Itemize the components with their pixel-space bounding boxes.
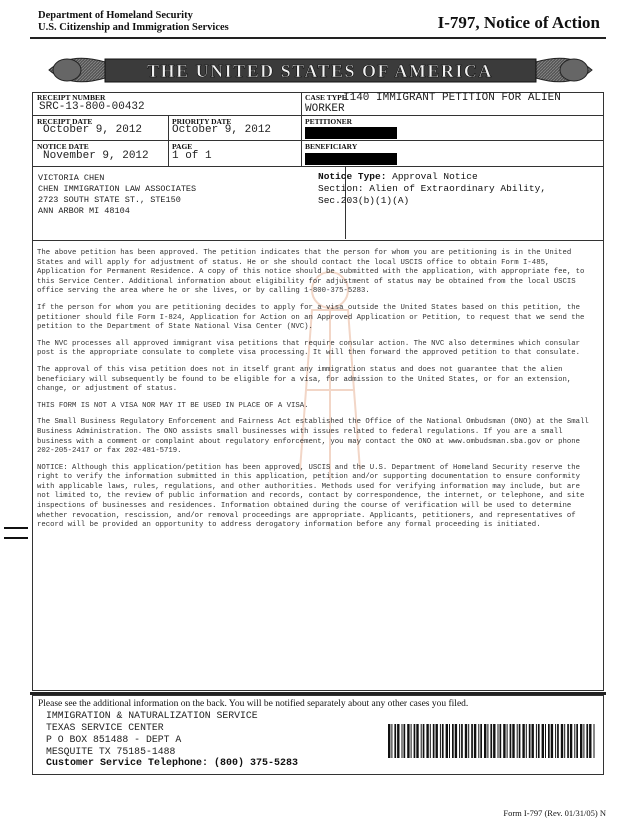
receipt-date-label: RECEIPT DATE <box>37 117 93 126</box>
barcode-bar <box>394 724 396 758</box>
barcode-bar <box>446 724 448 758</box>
body-paragraph: The approval of this visa petition does not in itself grant any immigration status and does not guarantee that the alien beneficiary will subsequently be found to be eligible for a visa, for admission to the United States, or for an extension, change, or adjustment of status. <box>37 365 572 394</box>
case-type-label: CASE TYPE <box>305 93 347 102</box>
barcode-bar <box>580 724 582 758</box>
barcode-bar <box>397 724 399 758</box>
barcode-bar <box>436 724 438 758</box>
notice-type-label: Notice Type: <box>318 171 387 182</box>
agency-name: Department of Homeland Security <box>38 10 193 21</box>
barcode-bar <box>474 724 476 758</box>
barcode-bar <box>452 724 454 758</box>
barcode-bar <box>500 724 502 758</box>
form-revision: Form I-797 (Rev. 01/31/05) N <box>503 808 606 818</box>
barcode-bar <box>542 724 544 758</box>
address-line: VICTORIA CHEN <box>38 173 105 183</box>
beneficiary-redaction <box>305 153 397 165</box>
barcode-bar <box>555 724 556 758</box>
barcode-bar <box>532 724 534 758</box>
barcode-bar <box>567 724 569 758</box>
barcode-bar <box>561 724 563 758</box>
barcode-bar <box>480 724 482 758</box>
mailing-address <box>46 710 258 758</box>
barcode-bar <box>519 724 521 758</box>
barcode-bar <box>421 724 422 758</box>
barcode-bar <box>503 724 505 758</box>
barcode-bar <box>536 724 537 758</box>
page-value: 1 of 1 <box>172 150 212 162</box>
customer-service-phone: Customer Service Telephone: (800) 375-5283 <box>46 758 299 769</box>
barcode-bar <box>388 724 390 758</box>
barcode-bar <box>433 724 435 758</box>
receipt-number-label: RECEIPT NUMBER <box>37 93 106 102</box>
barcode-bar <box>414 724 416 758</box>
barcode-bar <box>471 724 473 758</box>
body-paragraph: The Small Business Regulatory Enforcement and Fairness Act established the Office of the National Ombudsman (ONO) at the Small Business Administration. The ONO assists small businesses with issues related to federal regulations. If you are a small business with a comment or complaint about regulatory enforcement, you may contact the ONO at www.ombudsman.sba.gov or phone 202-205-2417 or fax 202-481-5719. <box>37 418 589 456</box>
receipt-date: October 9, 2012 <box>43 124 143 136</box>
banner-text: THE UNITED STATES OF AMERICA <box>147 61 493 81</box>
barcode-bar <box>510 724 512 758</box>
barcode-bar <box>416 724 418 758</box>
barcode-bar <box>426 724 428 758</box>
country-banner <box>45 52 596 89</box>
recipient-address <box>38 173 196 217</box>
barcode-bar <box>498 724 499 758</box>
barcode-bar <box>526 724 527 758</box>
form-title: I-797, Notice of Action <box>437 13 600 32</box>
barcode-bar <box>557 724 559 758</box>
barcode-bar <box>402 724 403 758</box>
priority-date: October 9, 2012 <box>172 124 272 136</box>
barcode-bar <box>411 724 412 758</box>
case-info-grid <box>32 92 604 167</box>
barcode-bar <box>461 724 463 758</box>
section-line2: Sec.203(b)(1)(A) <box>318 195 410 206</box>
barcode-bar <box>529 724 531 758</box>
barcode-bar <box>548 724 550 758</box>
barcode-bar <box>468 724 469 758</box>
barcode-bar <box>478 724 479 758</box>
barcode-bar <box>576 724 578 758</box>
notice-date-label: NOTICE DATE <box>37 142 89 151</box>
address-line: ANN ARBOR MI 48104 <box>38 206 130 216</box>
body-paragraph: If the person for whom you are petitioning decides to apply for a visa outside the United States based on this petition, the petitioner should file Form I-824, Application for Action on an Approved Application or Petition, to request that we send the petition to the Department of State National Visa Center (NVC). <box>37 303 585 332</box>
header-rule <box>30 37 606 39</box>
priority-date-label: PRIORITY DATE <box>172 117 232 126</box>
barcode-bar <box>538 724 540 758</box>
petitioner-label: PETITIONER <box>305 117 353 126</box>
barcode-bar <box>404 724 406 758</box>
barcode-bar <box>430 724 431 758</box>
agency-subname: U.S. Citizenship and Immigration Services <box>38 22 229 33</box>
notice-body <box>37 249 597 538</box>
case-type-line1: I140 IMMIGRANT PETITION FOR ALIEN <box>343 92 561 104</box>
petitioner-redaction <box>305 127 397 139</box>
body-paragraph: THIS FORM IS NOT A VISA NOR MAY IT BE USED IN PLACE OF A VISA. <box>37 401 309 410</box>
barcode <box>387 724 598 758</box>
barcode-bar <box>391 724 392 758</box>
barcode-bar <box>407 724 409 758</box>
margin-mark <box>4 537 28 539</box>
barcode-bar <box>490 724 492 758</box>
barcode-bar <box>522 724 524 758</box>
barcode-bar <box>545 724 546 758</box>
page-label: PAGE <box>172 142 193 151</box>
barcode-bar <box>493 724 495 758</box>
barcode-bar <box>484 724 486 758</box>
body-paragraph: NOTICE: Although this application/petition has been approved, USCIS and the U.S. Department of Homeland Security reserve the right to verify the information submitted in this application, petition and/or supporting documentation to ensure conformity with applicable laws, rules, regulations, and other authorities. Methods used for verifying information may include, but are not limited to, the review of public information and records, contact by correspondence, the internet, or telephone, and site inspections of businesses and residences. Information obtained during the course of verification will be used to determine whether revocation, rescission, and/or removal proceedings are appropriate. Applicants, petitioners, and representatives of record will be provided an opportunity to address derogatory information before any formal proceeding is initiated. <box>37 463 585 530</box>
barcode-bar <box>449 724 450 758</box>
address-line: CHEN IMMIGRATION LAW ASSOCIATES <box>38 184 197 194</box>
barcode-bar <box>440 724 441 758</box>
barcode-bar <box>442 724 444 758</box>
barcode-bar <box>455 724 457 758</box>
beneficiary-label: BENEFICIARY <box>305 142 358 151</box>
barcode-bar <box>586 724 588 758</box>
mail-line: IMMIGRATION & NATURALIZATION SERVICE <box>46 710 258 721</box>
receipt-number: SRC-13-800-00432 <box>39 101 145 113</box>
barcode-bar <box>507 724 508 758</box>
body-paragraph: The above petition has been approved. The petition indicates that the person for whom you are petitioning is in the United States and will apply for adjustment of status. He or she should contact the local USCIS office to obtain Form I-485, Application for Permanent Residence. A copy of this notice should be submitted with the application, with appropriate fee, to this Service Center. Additional information about eligibility for adjustment of status may be obtained from the local USCIS office serving the area where he or she lives, or by calling 1-800-375-5283. <box>37 249 585 296</box>
notice-type-block <box>318 171 546 207</box>
body-paragraph: The NVC processes all approved immigrant visa petitions that require consular action. The NVC also determines which consular post is the appropriate consulate to complete visa processing. It will then forward the approved petition to that consulate. <box>37 339 580 358</box>
notice-type-value: Approval Notice <box>392 171 478 182</box>
section-line1: Section: Alien of Extraordinary Ability, <box>318 183 547 194</box>
barcode-bar <box>465 724 467 758</box>
barcode-bar <box>423 724 425 758</box>
footer-note: Please see the additional information on the back. You will be notified separately about any other cases you filed. <box>38 699 469 709</box>
barcode-bar <box>551 724 553 758</box>
address-line: 2723 SOUTH STATE ST., STE150 <box>38 195 181 205</box>
mail-line: MESQUITE TX 75185-1488 <box>46 746 176 757</box>
barcode-bar <box>583 724 584 758</box>
case-type-line2: WORKER <box>305 103 345 115</box>
barcode-bar <box>512 724 514 758</box>
barcode-bar <box>517 724 518 758</box>
barcode-bar <box>487 724 488 758</box>
mail-line: P O BOX 851488 - DEPT A <box>46 734 182 745</box>
mail-line: TEXAS SERVICE CENTER <box>46 722 164 733</box>
barcode-bar <box>564 724 565 758</box>
barcode-bar <box>589 724 591 758</box>
barcode-bar <box>594 724 595 758</box>
barcode-bar <box>570 724 572 758</box>
barcode-bar <box>459 724 460 758</box>
notice-date: November 9, 2012 <box>43 150 149 162</box>
margin-mark <box>4 527 28 529</box>
barcode-bar <box>574 724 575 758</box>
